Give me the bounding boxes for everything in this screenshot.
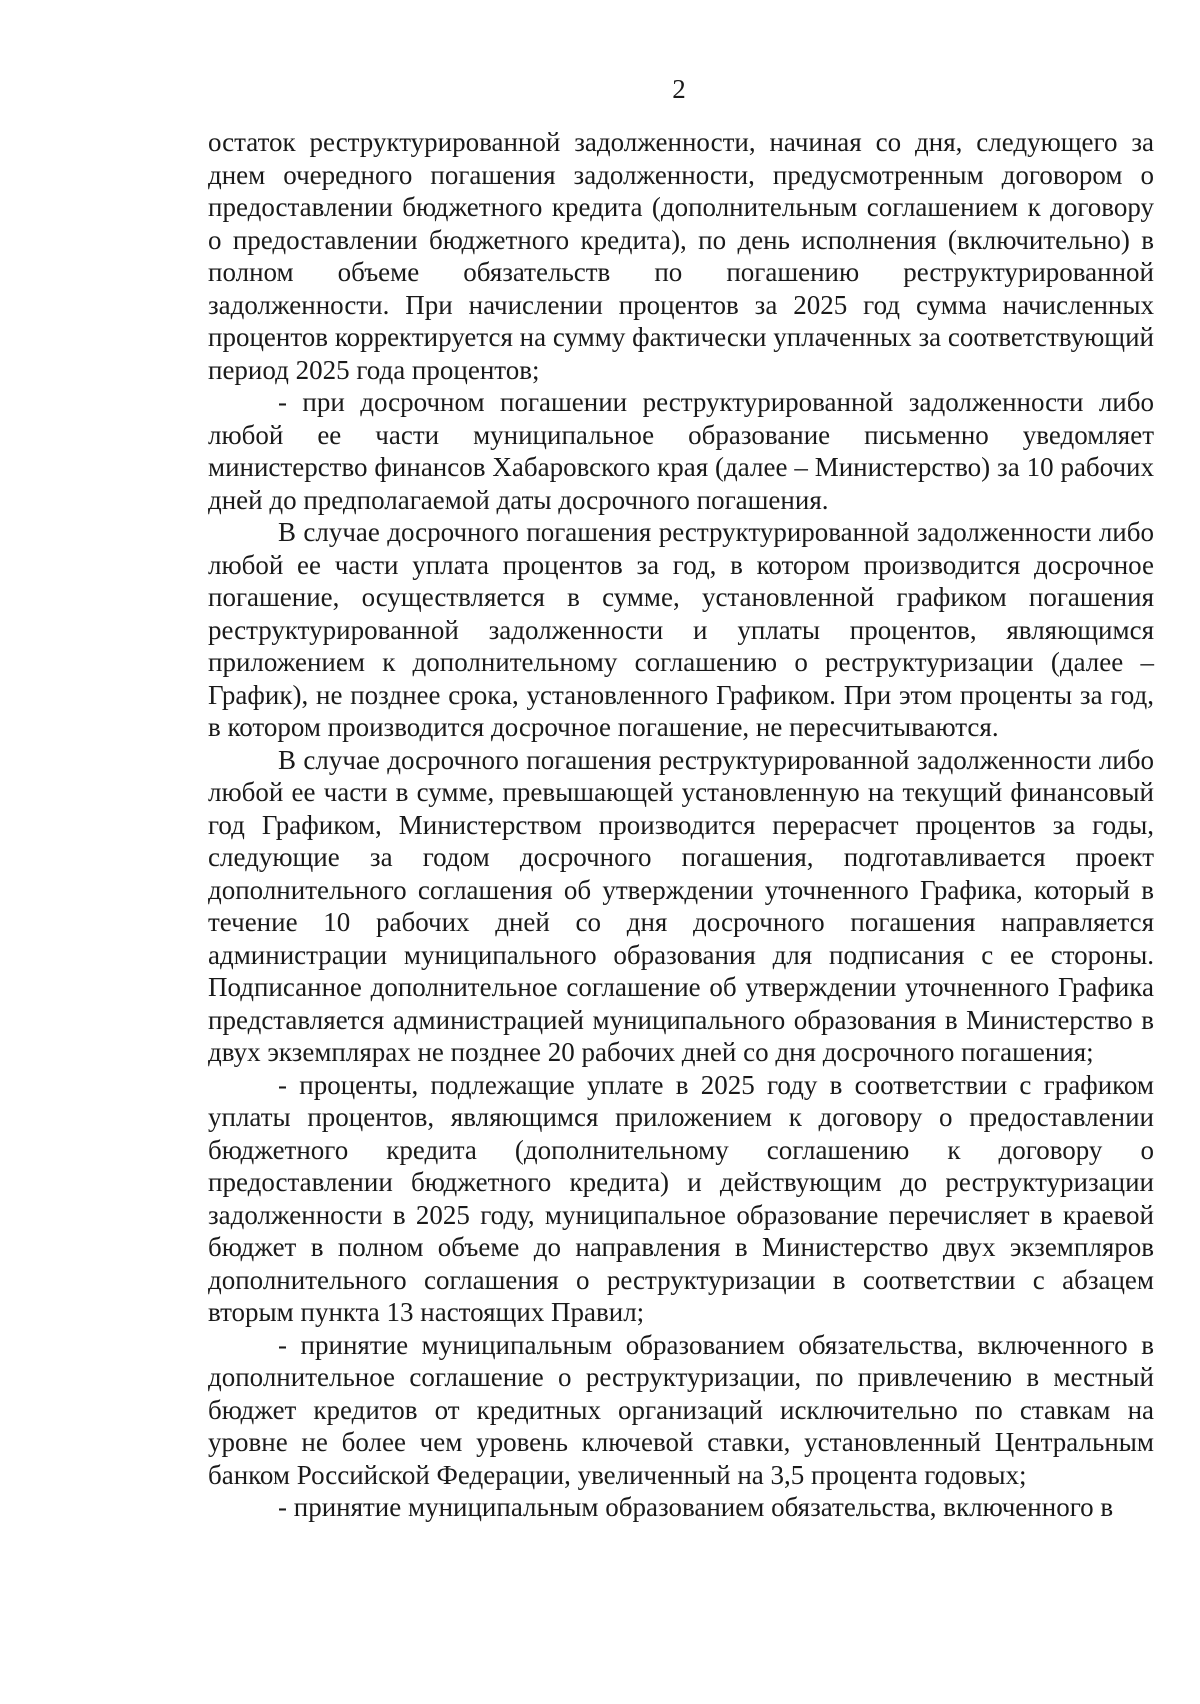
paragraph-credit-rate-obligation: - принятие муниципальным образованием обязательства, включенного в дополнительное соглашение о реструктуризации, по привлечению в местный бюджет кредитов от кредитных организаций исключительно по ставкам на уровне не более чем уровень ключевой ставки, установленный Центральным банком Российской Федерации, увеличенный на 3,5 процента годовых;	[208, 1329, 1154, 1490]
paragraph-obligation-continued: - принятие муниципальным образованием обязательства, включенного в	[278, 1492, 1114, 1522]
paragraph-interest-2025: - проценты, подлежащие уплате в 2025 году в соответствии с графиком уплаты процентов, являющимся приложением к договору о предоставлении бюджетного кредита (дополнительному соглашению к договору о предоставлении бюджетного кредита) и действующим до реструктуризации задолженности в 2025 году, муниципальное образование перечисляет в краевой бюджет в полном объеме до направления в Министерство двух экземпляров дополнительного соглашения о реструктуризации в соответствии с абзацем вторым пункта 13 настоящих Правил;	[208, 1069, 1154, 1327]
document-body	[208, 126, 1154, 1524]
paragraph-early-repayment-notice: - при досрочном погашении реструктурированной задолженности либо любой ее части муниципальное образование письменно уведомляет министерство финансов Хабаровского края (далее – Министерство) за 10 рабочих дней до предполагаемой даты досрочного погашения.	[208, 387, 1154, 515]
paragraph-continuation: остаток реструктурированной задолженности, начиная со дня, следующего за днем очередного погашения задолженности, предусмотренным договором о предоставлении бюджетного кредита (дополнительным соглашением к договору о предоставлении бюджетного кредита), по день исполнения (включительно) в полном объеме обязательств по погашению реструктурированной задолженности. При начислении процентов за 2025 год сумма начисленных процентов корректируется на сумму фактически уплаченных за соответствующий период 2025 года процентов;	[208, 127, 1154, 385]
paragraph-early-repayment-recalculation: В случае досрочного погашения реструктурированной задолженности либо любой ее части в сумме, превышающей установленную на текущий финансовый год Графиком, Министерством производится перерасчет процентов за годы, следующие за годом досрочного погашения, подготавливается проект дополнительного соглашения об утверждении уточненного Графика, который в течение 10 рабочих дней со дня досрочного погашения направляется администрации муниципального образования для подписания с ее стороны. Подписанное дополнительное соглашение об утверждении уточненного Графика представляется администрацией муниципального образования в Министерство в двух экземплярах не позднее 20 рабочих дней со дня досрочного погашения;	[208, 744, 1154, 1067]
paragraph-early-repayment-interest: В случае досрочного погашения реструктурированной задолженности либо любой ее части уплата процентов за год, в котором производится досрочное погашение, осуществляется в сумме, установленной графиком погашения реструктурированной задолженности и уплаты процентов, являющимся приложением к дополнительному соглашению о реструктуризации (далее – График), не позднее срока, установленного Графиком. При этом проценты за год, в котором производится досрочное погашение, не пересчитываются.	[208, 517, 1154, 742]
page-number: 2	[672, 74, 686, 104]
